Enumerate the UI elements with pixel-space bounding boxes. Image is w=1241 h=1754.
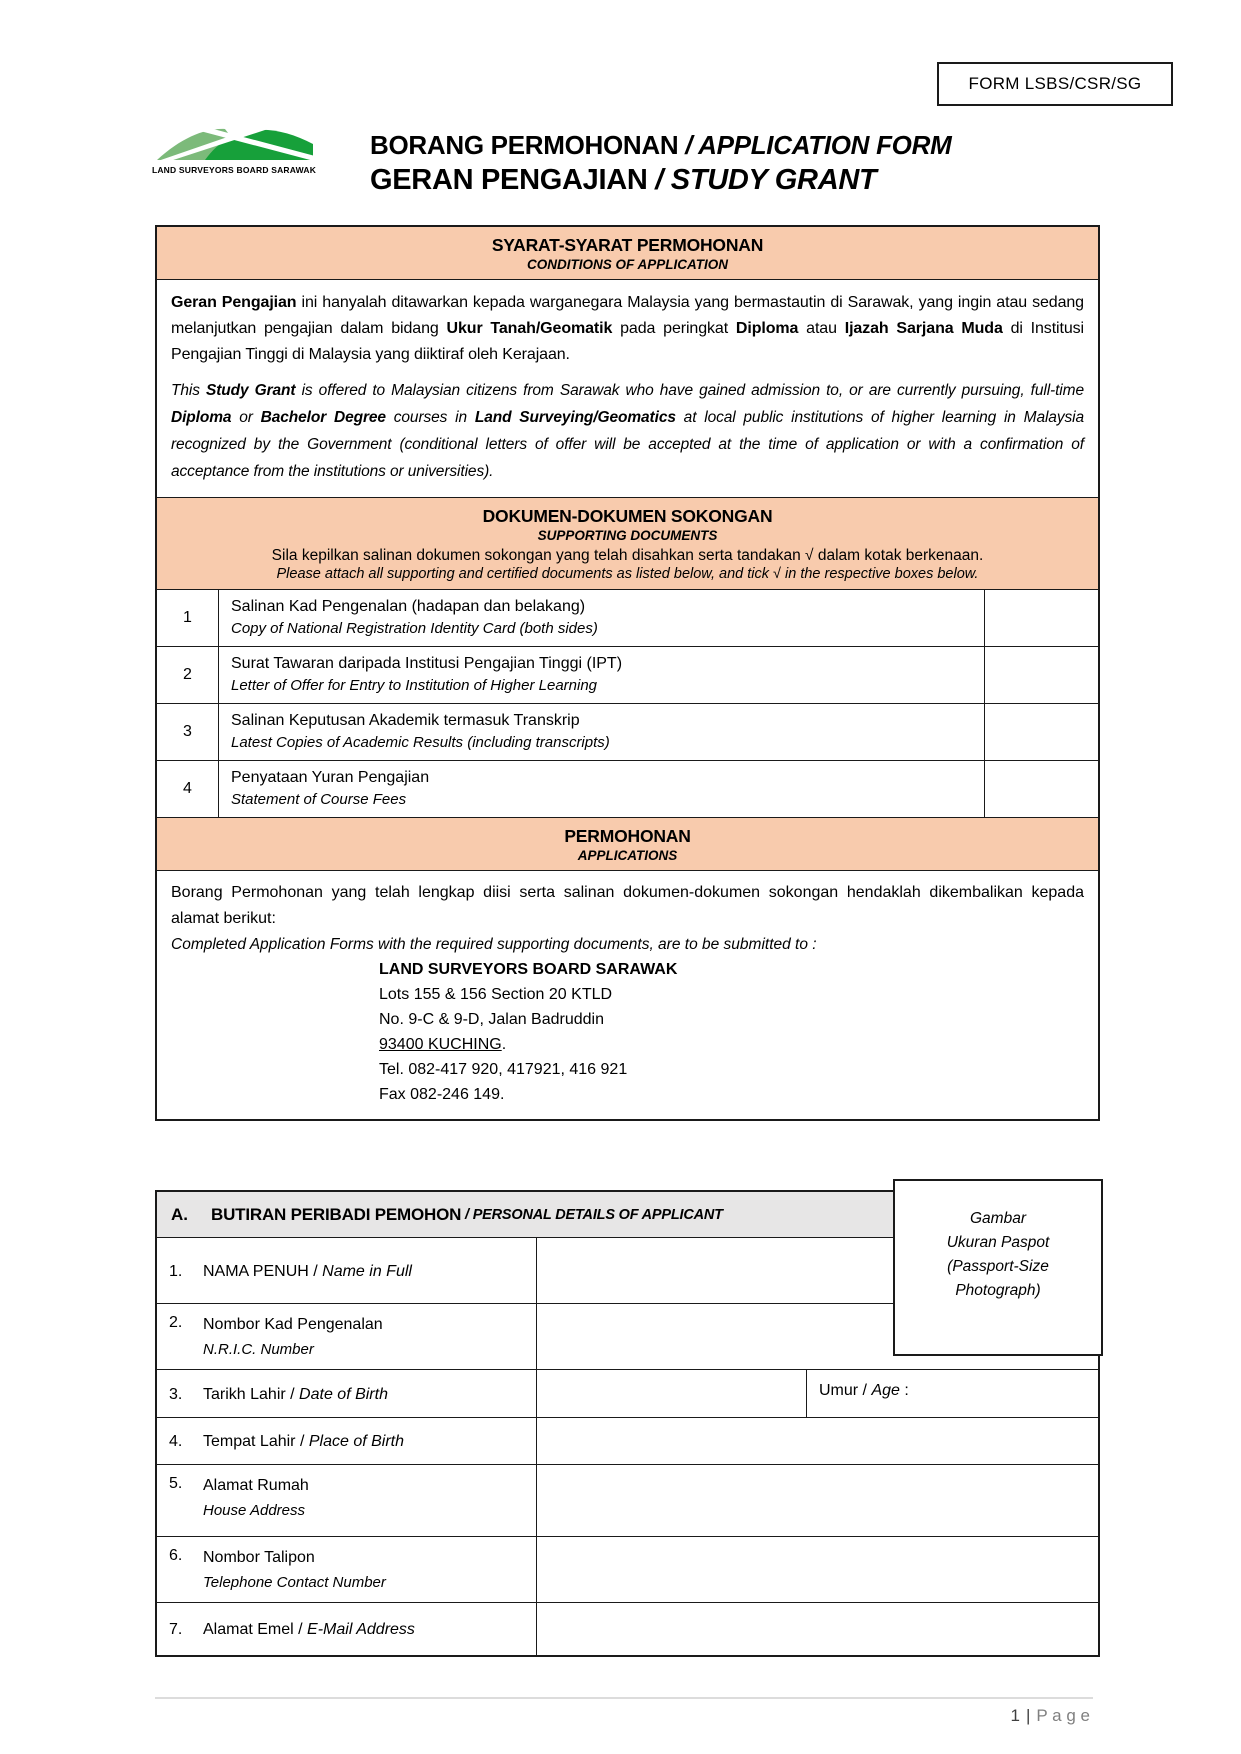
doc-name-english: Letter of Offer for Entry to Institution of Higher Learning (231, 677, 598, 694)
field-label-malay: Nombor Kad Pengenalan (203, 1316, 383, 1333)
title-line2-malay: GERAN PENGAJIAN (370, 164, 648, 196)
info-table (155, 225, 1100, 1121)
field-label-english: Name in Full (322, 1262, 412, 1280)
field-number: 2. (169, 1314, 183, 1331)
logo-caption: LAND SURVEYORS BOARD SARAWAK (151, 165, 317, 175)
doc-number: 4 (157, 761, 219, 817)
field-label-malay: NAMA PENUH (203, 1262, 309, 1280)
field-row-dob: 3. Tarikh Lahir / Date of Birth Umur / Age : (157, 1370, 1098, 1418)
doc-name-malay: Salinan Keputusan Akademik termasuk Transkrip (231, 712, 580, 729)
field-input-telephone[interactable] (537, 1537, 1098, 1602)
supporting-docs-header-band (157, 498, 1098, 590)
supporting-title-malay: DOKUMEN-DOKUMEN SOKONGAN (482, 506, 773, 526)
field-number: 4. (169, 1433, 183, 1450)
doc-name-malay: Penyataan Yuran Pengajian (231, 769, 430, 786)
address-city: 93400 KUCHING (379, 1036, 502, 1053)
address-org-name: LAND SURVEYORS BOARD SARAWAK (379, 961, 678, 978)
field-number: 3. (169, 1385, 183, 1403)
field-row-email: 7. Alamat Emel / E-Mail Address (157, 1603, 1098, 1655)
form-code: FORM LSBS/CSR/SG (968, 74, 1142, 93)
doc-tick-box-1[interactable] (984, 590, 1098, 646)
doc-number: 2 (157, 647, 219, 703)
field-label-english: Date of Birth (299, 1385, 388, 1403)
doc-name-english: Latest Copies of Academic Results (including transcripts) (231, 734, 610, 751)
field-input-age[interactable]: Umur / Age : (819, 1382, 909, 1399)
photo-box-line4: Photograph) (955, 1282, 1041, 1299)
conditions-paragraph-malay: Geran Pengajian ini hanyalah ditawarkan kepada warganegara Malaysia yang bermastautin di Sarawak, yang ingin atau sedang melanjutkan pengajian dalam bidang Ukur Tanah/Geomatik pada peringkat Diploma atau Ijazah Sarjana Muda di Institusi Pengajian Tinggi di Malaysia yang diiktiraf oleh Kerajaan. (171, 294, 1085, 363)
doc-tick-box-2[interactable] (984, 647, 1098, 703)
title-line1-english: / APPLICATION FORM (678, 130, 952, 160)
address-line-1: Lots 155 & 156 Section 20 KTLD (379, 986, 613, 1003)
conditions-body (157, 280, 1098, 498)
doc-name-english: Copy of National Registration Identity Card (both sides) (231, 620, 598, 637)
address-line-2: No. 9-C & 9-D, Jalan Badruddin (379, 1011, 604, 1028)
field-label-english: Telephone Contact Number (203, 1574, 386, 1591)
applications-title-malay: PERMOHONAN (564, 826, 691, 846)
doc-number: 3 (157, 704, 219, 760)
field-row-name: 1. NAMA PENUH / Name in Full (157, 1238, 1098, 1304)
supporting-title-english: SUPPORTING DOCUMENTS (537, 528, 718, 543)
conditions-title-malay: SYARAT-SYARAT PERMOHONAN (491, 235, 764, 255)
doc-name-malay: Salinan Kad Pengenalan (hadapan dan belakang) (231, 598, 586, 615)
field-label-malay: Tempat Lahir (203, 1433, 296, 1450)
field-number: 7. (169, 1621, 183, 1638)
field-label-english: House Address (203, 1502, 305, 1519)
applications-paragraph-english: Completed Application Forms with the required supporting documents, are to be submitted to : (171, 936, 817, 953)
title-line2-english: / STUDY GRANT (647, 164, 877, 196)
applications-body (157, 871, 1098, 1119)
photo-box-line2: Ukuran Paspot (946, 1234, 1050, 1251)
supporting-doc-row-2 (157, 647, 1098, 704)
doc-name-english: Statement of Course Fees (231, 791, 407, 808)
field-input-dob[interactable] (537, 1370, 807, 1417)
field-number: 5. (169, 1475, 183, 1492)
field-row-birthplace: 4. Tempat Lahir / Place of Birth (157, 1418, 1098, 1465)
conditions-paragraph-english: This Study Grant is offered to Malaysian citizens from Sarawak who have gained admission to, or are currently pursuing, full-time Diploma or Bachelor Degree courses in Land Surveying/Geomatics at local public institutions of higher learning in Malaysia recognized by the Government (conditional letters of offer will be accepted at the time of application or with a confirmation of acceptance from the institutions or universities). (171, 382, 1084, 480)
applications-paragraph-malay: Borang Permohonan yang telah lengkap diisi serta salinan dokumen-dokumen sokongan hendaklah dikembalikan kepada alamat berikut: (171, 884, 1084, 927)
supporting-doc-row-3 (157, 704, 1098, 761)
conditions-header-band (157, 227, 1098, 280)
field-label-malay: Alamat Emel (203, 1621, 294, 1638)
surveyor-hills-icon (150, 116, 318, 164)
field-label-malay: Tarikh Lahir (203, 1385, 286, 1403)
passport-photo-box[interactable] (893, 1179, 1103, 1356)
field-input-email[interactable] (537, 1603, 1098, 1655)
doc-tick-box-4[interactable] (984, 761, 1098, 817)
supporting-instruction-malay: Sila kepilkan salinan dokumen sokongan yang telah disahkan serta tandakan √ dalam kotak berkenaan. (271, 547, 984, 564)
field-input-home-address[interactable] (537, 1465, 1098, 1536)
section-a-letter: A. (171, 1204, 188, 1224)
section-a-title-english: / PERSONAL DETAILS OF APPLICANT (461, 1206, 723, 1223)
photo-box-line3: (Passport-Size (947, 1258, 1049, 1275)
field-row-home-address (157, 1465, 1098, 1537)
field-number: 6. (169, 1547, 183, 1564)
field-label-english: E-Mail Address (307, 1621, 415, 1638)
section-a-title-malay: BUTIRAN PERIBADI PEMOHON (211, 1204, 462, 1224)
document-title (370, 130, 951, 197)
supporting-doc-row-1 (157, 590, 1098, 647)
field-label-english: Place of Birth (308, 1433, 404, 1450)
applications-title-english: APPLICATIONS (577, 848, 678, 863)
supporting-doc-row-4 (157, 761, 1098, 818)
doc-name-malay: Surat Tawaran daripada Institusi Pengajian Tinggi (IPT) (231, 655, 623, 672)
field-label-malay: Nombor Talipon (203, 1549, 315, 1566)
title-line1-malay: BORANG PERMOHONAN (370, 130, 679, 160)
address-telephone: Tel. 082-417 920, 417921, 416 921 (379, 1061, 628, 1078)
page-number: 1 | P a g e (1010, 1706, 1090, 1725)
field-input-birthplace[interactable] (537, 1418, 1098, 1464)
field-row-telephone (157, 1537, 1098, 1603)
field-number: 1. (169, 1262, 183, 1280)
field-label-malay: Alamat Rumah (203, 1477, 309, 1494)
address-fax: Fax 082-246 149. (379, 1086, 505, 1103)
form-code-box (937, 62, 1173, 106)
footer-divider (155, 1697, 1093, 1699)
field-label-english: N.R.I.C. Number (203, 1341, 314, 1358)
applications-header-band (157, 818, 1098, 871)
organization-logo (150, 116, 318, 175)
doc-number: 1 (157, 590, 219, 646)
doc-tick-box-3[interactable] (984, 704, 1098, 760)
photo-box-line1: Gambar (970, 1210, 1026, 1227)
supporting-instruction-english: Please attach all supporting and certified documents as listed below, and tick √ in the respective boxes below. (276, 566, 979, 582)
submission-address (379, 957, 1084, 1107)
address-city-line: 93400 KUCHING. (379, 1036, 507, 1053)
conditions-title-english: CONDITIONS OF APPLICATION (527, 257, 728, 272)
